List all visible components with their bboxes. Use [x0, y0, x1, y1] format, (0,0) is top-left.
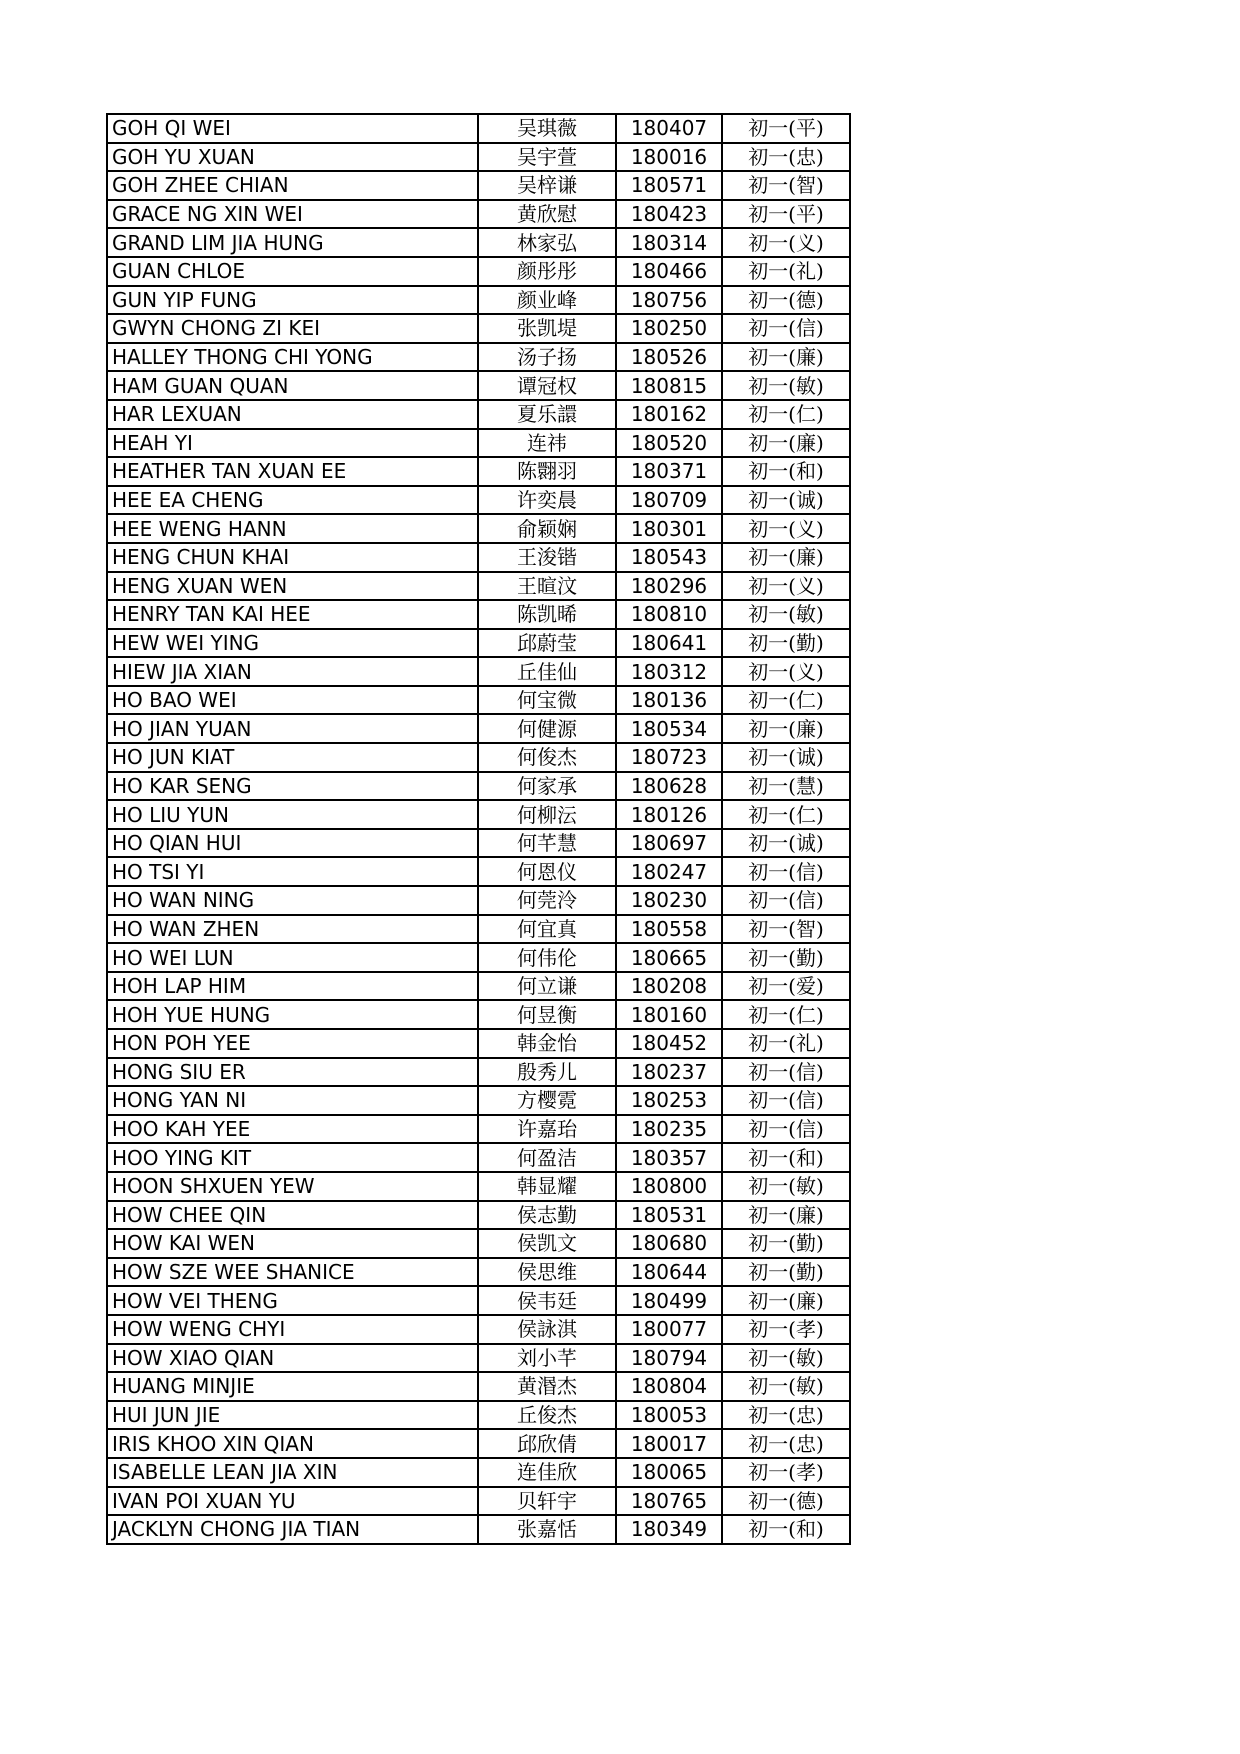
student-id-cell: 180230 [616, 886, 722, 915]
table-row [107, 200, 850, 229]
class-cell: 初一(义) [722, 572, 850, 601]
english-name-cell: HOO KAH YEE [107, 1115, 478, 1144]
english-name-cell: GUAN CHLOE [107, 257, 478, 286]
student-id-cell: 180810 [616, 600, 722, 629]
chinese-name-cell: 连祎 [478, 429, 616, 458]
student-id-cell: 180017 [616, 1429, 722, 1458]
student-id-cell: 180680 [616, 1229, 722, 1258]
chinese-name-cell: 吴宇萱 [478, 143, 616, 172]
table-row [107, 400, 850, 429]
class-cell: 初一(敏) [722, 371, 850, 400]
class-cell: 初一(敏) [722, 1172, 850, 1201]
class-cell: 初一(平) [722, 200, 850, 229]
class-cell: 初一(和) [722, 457, 850, 486]
class-cell: 初一(和) [722, 1515, 850, 1544]
table-row [107, 1172, 850, 1201]
student-id-cell: 180815 [616, 371, 722, 400]
chinese-name-cell: 方樱霓 [478, 1086, 616, 1115]
student-id-cell: 180312 [616, 657, 722, 686]
table-row [107, 829, 850, 858]
english-name-cell: HUANG MINJIE [107, 1372, 478, 1401]
english-name-cell: HOW VEI THENG [107, 1286, 478, 1315]
english-name-cell: GOH ZHEE CHIAN [107, 171, 478, 200]
english-name-cell: HOW SZE WEE SHANICE [107, 1258, 478, 1287]
student-id-cell: 180466 [616, 257, 722, 286]
student-id-cell: 180665 [616, 943, 722, 972]
table-row [107, 1487, 850, 1516]
table-row [107, 1115, 850, 1144]
english-name-cell: GOH YU XUAN [107, 143, 478, 172]
table-row [107, 457, 850, 486]
table-row [107, 1458, 850, 1487]
chinese-name-cell: 何家承 [478, 772, 616, 801]
table-row [107, 972, 850, 1001]
table-row [107, 1258, 850, 1287]
english-name-cell: HO KAR SENG [107, 772, 478, 801]
table-row [107, 657, 850, 686]
chinese-name-cell: 林家弘 [478, 228, 616, 257]
chinese-name-cell: 许奕晨 [478, 486, 616, 515]
student-id-cell: 180065 [616, 1458, 722, 1487]
class-cell: 初一(和) [722, 1143, 850, 1172]
chinese-name-cell: 王浚锴 [478, 543, 616, 572]
table-row [107, 171, 850, 200]
student-id-cell: 180208 [616, 972, 722, 1001]
table-row [107, 915, 850, 944]
student-id-cell: 180641 [616, 629, 722, 658]
chinese-name-cell: 颜业峰 [478, 286, 616, 315]
table-row [107, 800, 850, 829]
english-name-cell: HOON SHXUEN YEW [107, 1172, 478, 1201]
student-id-cell: 180531 [616, 1201, 722, 1230]
english-name-cell: IVAN POI XUAN YU [107, 1487, 478, 1516]
student-id-cell: 180452 [616, 1029, 722, 1058]
class-cell: 初一(敏) [722, 1344, 850, 1373]
student-id-cell: 180709 [616, 486, 722, 515]
english-name-cell: HEATHER TAN XUAN EE [107, 457, 478, 486]
english-name-cell: HOW CHEE QIN [107, 1201, 478, 1230]
student-id-cell: 180723 [616, 743, 722, 772]
student-id-cell: 180644 [616, 1258, 722, 1287]
class-cell: 初一(德) [722, 1487, 850, 1516]
english-name-cell: GOH QI WEI [107, 114, 478, 143]
student-id-cell: 180016 [616, 143, 722, 172]
student-id-cell: 180543 [616, 543, 722, 572]
class-cell: 初一(廉) [722, 429, 850, 458]
student-id-cell: 180160 [616, 1000, 722, 1029]
table-row [107, 1344, 850, 1373]
class-cell: 初一(敏) [722, 1372, 850, 1401]
english-name-cell: IRIS KHOO XIN QIAN [107, 1429, 478, 1458]
table-row [107, 143, 850, 172]
chinese-name-cell: 汤子扬 [478, 343, 616, 372]
chinese-name-cell: 殷秀儿 [478, 1058, 616, 1087]
english-name-cell: HEE WENG HANN [107, 514, 478, 543]
student-id-cell: 180756 [616, 286, 722, 315]
class-cell: 初一(信) [722, 1058, 850, 1087]
chinese-name-cell: 何俊杰 [478, 743, 616, 772]
student-id-cell: 180250 [616, 314, 722, 343]
class-cell: 初一(廉) [722, 714, 850, 743]
table-row [107, 714, 850, 743]
student-table [106, 113, 851, 1545]
chinese-name-cell: 颜彤彤 [478, 257, 616, 286]
chinese-name-cell: 陈翾羽 [478, 457, 616, 486]
student-id-cell: 180237 [616, 1058, 722, 1087]
class-cell: 初一(信) [722, 1086, 850, 1115]
chinese-name-cell: 谭冠权 [478, 371, 616, 400]
class-cell: 初一(勤) [722, 629, 850, 658]
class-cell: 初一(仁) [722, 1000, 850, 1029]
table-row [107, 772, 850, 801]
english-name-cell: HO LIU YUN [107, 800, 478, 829]
table-row [107, 1143, 850, 1172]
table-row [107, 486, 850, 515]
english-name-cell: HENG XUAN WEN [107, 572, 478, 601]
table-row [107, 114, 850, 143]
chinese-name-cell: 黄欣慰 [478, 200, 616, 229]
english-name-cell: HEE EA CHENG [107, 486, 478, 515]
english-name-cell: HO BAO WEI [107, 686, 478, 715]
chinese-name-cell: 吴梓谦 [478, 171, 616, 200]
student-id-cell: 180534 [616, 714, 722, 743]
chinese-name-cell: 丘俊杰 [478, 1401, 616, 1430]
class-cell: 初一(爱) [722, 972, 850, 1001]
table-row [107, 1201, 850, 1230]
english-name-cell: HENRY TAN KAI HEE [107, 600, 478, 629]
chinese-name-cell: 王暄汶 [478, 572, 616, 601]
student-id-cell: 180053 [616, 1401, 722, 1430]
english-name-cell: HO WAN NING [107, 886, 478, 915]
table-row [107, 1429, 850, 1458]
student-id-cell: 180804 [616, 1372, 722, 1401]
table-row [107, 857, 850, 886]
chinese-name-cell: 何健源 [478, 714, 616, 743]
table-row [107, 343, 850, 372]
student-id-cell: 180314 [616, 228, 722, 257]
chinese-name-cell: 陈凯晞 [478, 600, 616, 629]
english-name-cell: HO JUN KIAT [107, 743, 478, 772]
chinese-name-cell: 何宜真 [478, 915, 616, 944]
table-row [107, 600, 850, 629]
chinese-name-cell: 何立谦 [478, 972, 616, 1001]
chinese-name-cell: 何芊慧 [478, 829, 616, 858]
english-name-cell: HO WEI LUN [107, 943, 478, 972]
chinese-name-cell: 张凯堤 [478, 314, 616, 343]
table-row [107, 257, 850, 286]
class-cell: 初一(忠) [722, 1401, 850, 1430]
table-row [107, 1286, 850, 1315]
class-cell: 初一(信) [722, 857, 850, 886]
class-cell: 初一(信) [722, 314, 850, 343]
class-cell: 初一(义) [722, 228, 850, 257]
chinese-name-cell: 夏乐譞 [478, 400, 616, 429]
table-row [107, 1315, 850, 1344]
chinese-name-cell: 俞颖娴 [478, 514, 616, 543]
english-name-cell: HUI JUN JIE [107, 1401, 478, 1430]
chinese-name-cell: 何昱衡 [478, 1000, 616, 1029]
table-row [107, 743, 850, 772]
student-id-cell: 180794 [616, 1344, 722, 1373]
english-name-cell: JACKLYN CHONG JIA TIAN [107, 1515, 478, 1544]
student-id-cell: 180371 [616, 457, 722, 486]
table-row [107, 1086, 850, 1115]
chinese-name-cell: 贝轩宇 [478, 1487, 616, 1516]
student-id-cell: 180162 [616, 400, 722, 429]
student-id-cell: 180357 [616, 1143, 722, 1172]
class-cell: 初一(德) [722, 286, 850, 315]
student-id-cell: 180126 [616, 800, 722, 829]
english-name-cell: GRACE NG XIN WEI [107, 200, 478, 229]
student-id-cell: 180253 [616, 1086, 722, 1115]
class-cell: 初一(廉) [722, 543, 850, 572]
class-cell: 初一(义) [722, 657, 850, 686]
chinese-name-cell: 何莞泠 [478, 886, 616, 915]
class-cell: 初一(忠) [722, 143, 850, 172]
english-name-cell: HAR LEXUAN [107, 400, 478, 429]
class-cell: 初一(礼) [722, 1029, 850, 1058]
chinese-name-cell: 丘佳仙 [478, 657, 616, 686]
student-id-cell: 180499 [616, 1286, 722, 1315]
table-row [107, 1029, 850, 1058]
student-id-cell: 180077 [616, 1315, 722, 1344]
chinese-name-cell: 许嘉珆 [478, 1115, 616, 1144]
student-id-cell: 180423 [616, 200, 722, 229]
english-name-cell: HO QIAN HUI [107, 829, 478, 858]
english-name-cell: HENG CHUN KHAI [107, 543, 478, 572]
english-name-cell: HO TSI YI [107, 857, 478, 886]
class-cell: 初一(诚) [722, 486, 850, 515]
class-cell: 初一(忠) [722, 1429, 850, 1458]
english-name-cell: HONG YAN NI [107, 1086, 478, 1115]
english-name-cell: HOH YUE HUNG [107, 1000, 478, 1029]
class-cell: 初一(慧) [722, 772, 850, 801]
table-row [107, 1515, 850, 1544]
chinese-name-cell: 张嘉恬 [478, 1515, 616, 1544]
table-row [107, 1372, 850, 1401]
table-row [107, 429, 850, 458]
chinese-name-cell: 吴琪薇 [478, 114, 616, 143]
class-cell: 初一(仁) [722, 400, 850, 429]
chinese-name-cell: 何盈洁 [478, 1143, 616, 1172]
chinese-name-cell: 侯韦廷 [478, 1286, 616, 1315]
table-row [107, 514, 850, 543]
english-name-cell: HAM GUAN QUAN [107, 371, 478, 400]
chinese-name-cell: 邱欣倩 [478, 1429, 616, 1458]
table-row [107, 1000, 850, 1029]
class-cell: 初一(仁) [722, 686, 850, 715]
table-row [107, 629, 850, 658]
chinese-name-cell: 何恩仪 [478, 857, 616, 886]
chinese-name-cell: 黄湣杰 [478, 1372, 616, 1401]
chinese-name-cell: 韩金怡 [478, 1029, 616, 1058]
student-id-cell: 180247 [616, 857, 722, 886]
class-cell: 初一(信) [722, 886, 850, 915]
student-id-cell: 180697 [616, 829, 722, 858]
table-row [107, 943, 850, 972]
chinese-name-cell: 侯詠淇 [478, 1315, 616, 1344]
class-cell: 初一(敏) [722, 600, 850, 629]
chinese-name-cell: 何柳沄 [478, 800, 616, 829]
student-id-cell: 180628 [616, 772, 722, 801]
english-name-cell: GRAND LIM JIA HUNG [107, 228, 478, 257]
english-name-cell: ISABELLE LEAN JIA XIN [107, 1458, 478, 1487]
student-table-body [107, 114, 850, 1544]
chinese-name-cell: 侯凯文 [478, 1229, 616, 1258]
english-name-cell: HON POH YEE [107, 1029, 478, 1058]
table-row [107, 286, 850, 315]
class-cell: 初一(礼) [722, 257, 850, 286]
student-id-cell: 180136 [616, 686, 722, 715]
student-id-cell: 180407 [616, 114, 722, 143]
student-id-cell: 180765 [616, 1487, 722, 1516]
student-id-cell: 180571 [616, 171, 722, 200]
class-cell: 初一(诚) [722, 829, 850, 858]
chinese-name-cell: 邱蔚莹 [478, 629, 616, 658]
class-cell: 初一(智) [722, 171, 850, 200]
class-cell: 初一(智) [722, 915, 850, 944]
english-name-cell: GWYN CHONG ZI KEI [107, 314, 478, 343]
class-cell: 初一(诚) [722, 743, 850, 772]
student-id-cell: 180301 [616, 514, 722, 543]
english-name-cell: GUN YIP FUNG [107, 286, 478, 315]
table-row [107, 1058, 850, 1087]
table-row [107, 572, 850, 601]
student-id-cell: 180349 [616, 1515, 722, 1544]
chinese-name-cell: 刘小芊 [478, 1344, 616, 1373]
chinese-name-cell: 韩显耀 [478, 1172, 616, 1201]
class-cell: 初一(廉) [722, 1286, 850, 1315]
class-cell: 初一(信) [722, 1115, 850, 1144]
chinese-name-cell: 侯思维 [478, 1258, 616, 1287]
chinese-name-cell: 何宝微 [478, 686, 616, 715]
student-id-cell: 180520 [616, 429, 722, 458]
english-name-cell: HEW WEI YING [107, 629, 478, 658]
english-name-cell: HOH LAP HIM [107, 972, 478, 1001]
chinese-name-cell: 侯志勤 [478, 1201, 616, 1230]
english-name-cell: HOO YING KIT [107, 1143, 478, 1172]
english-name-cell: HALLEY THONG CHI YONG [107, 343, 478, 372]
class-cell: 初一(孝) [722, 1315, 850, 1344]
student-id-cell: 180558 [616, 915, 722, 944]
class-cell: 初一(廉) [722, 1201, 850, 1230]
english-name-cell: HOW XIAO QIAN [107, 1344, 478, 1373]
class-cell: 初一(仁) [722, 800, 850, 829]
class-cell: 初一(廉) [722, 343, 850, 372]
class-cell: 初一(勤) [722, 1229, 850, 1258]
english-name-cell: HONG SIU ER [107, 1058, 478, 1087]
english-name-cell: HO JIAN YUAN [107, 714, 478, 743]
student-id-cell: 180800 [616, 1172, 722, 1201]
class-cell: 初一(勤) [722, 943, 850, 972]
student-id-cell: 180296 [616, 572, 722, 601]
chinese-name-cell: 连佳欣 [478, 1458, 616, 1487]
english-name-cell: HIEW JIA XIAN [107, 657, 478, 686]
english-name-cell: HO WAN ZHEN [107, 915, 478, 944]
class-cell: 初一(义) [722, 514, 850, 543]
table-row [107, 543, 850, 572]
student-id-cell: 180235 [616, 1115, 722, 1144]
table-row [107, 228, 850, 257]
table-row [107, 314, 850, 343]
english-name-cell: HOW WENG CHYI [107, 1315, 478, 1344]
table-row [107, 886, 850, 915]
table-row [107, 1401, 850, 1430]
chinese-name-cell: 何伟伦 [478, 943, 616, 972]
class-cell: 初一(平) [722, 114, 850, 143]
class-cell: 初一(孝) [722, 1458, 850, 1487]
table-row [107, 1229, 850, 1258]
table-row [107, 686, 850, 715]
english-name-cell: HOW KAI WEN [107, 1229, 478, 1258]
student-id-cell: 180526 [616, 343, 722, 372]
english-name-cell: HEAH YI [107, 429, 478, 458]
table-row [107, 371, 850, 400]
class-cell: 初一(勤) [722, 1258, 850, 1287]
